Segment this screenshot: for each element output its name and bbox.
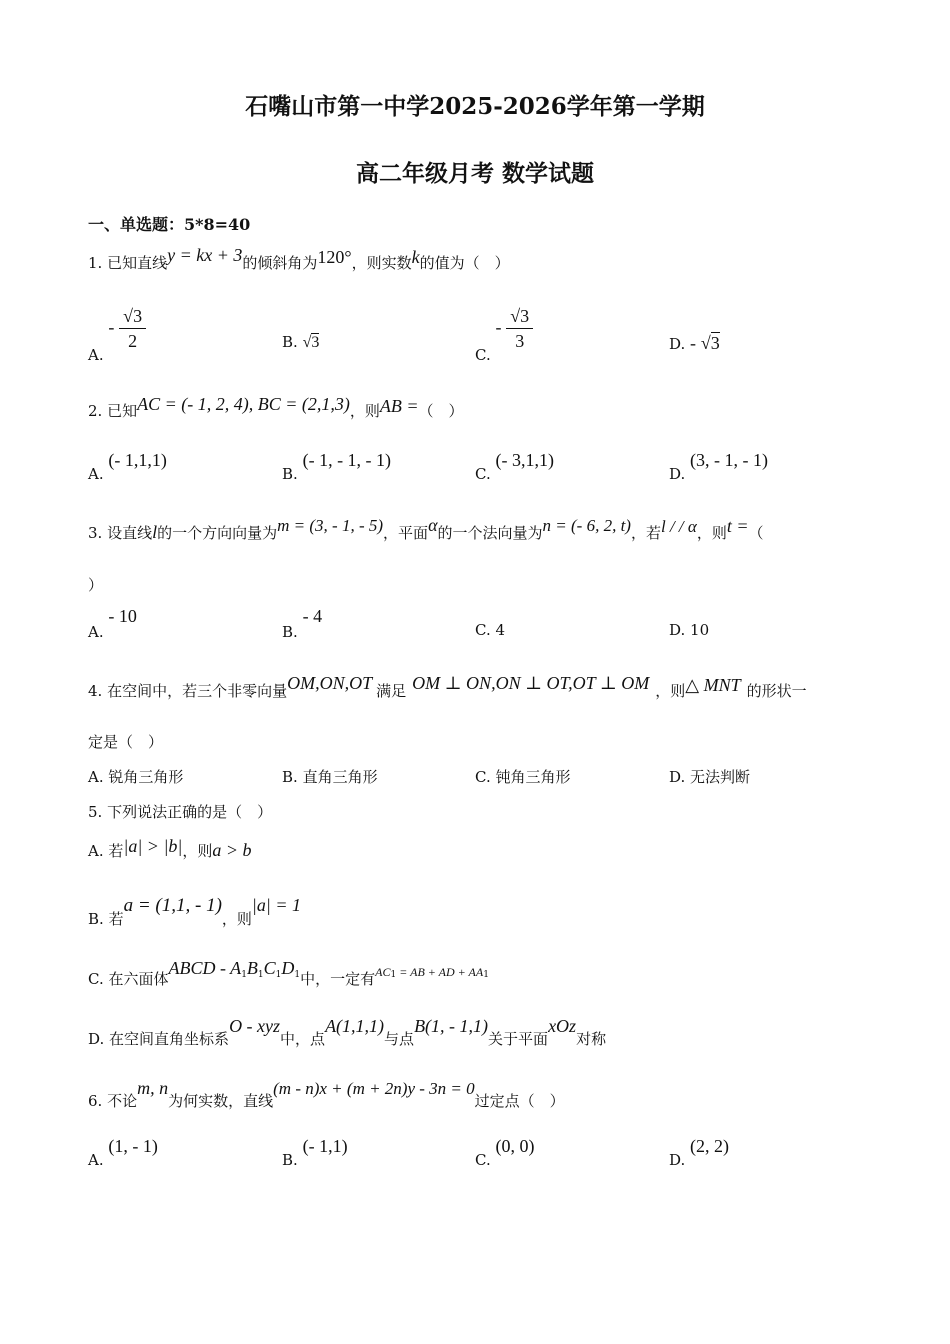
question-text: 的倾斜角为 [242, 254, 318, 272]
option-c[interactable] [475, 450, 554, 483]
option-b[interactable] [282, 450, 392, 483]
option-value: (- 3,1,1) [495, 450, 554, 470]
math-expression: l / / α [660, 517, 697, 536]
option-label: B. [282, 623, 298, 641]
option-a[interactable] [88, 836, 252, 861]
math-expression: C [263, 958, 276, 978]
option-a[interactable] [88, 1136, 158, 1169]
question-text: 的一个法向量为 [437, 524, 543, 542]
option-label: C. [88, 970, 104, 988]
option-label: D. [669, 465, 686, 483]
option-label: B. [282, 333, 298, 351]
denominator: 2 [128, 331, 138, 351]
section-heading: 一、单选题：5*8=40 [88, 215, 251, 234]
question-text: ，则 [349, 402, 380, 420]
question-text: 已知 [107, 402, 138, 420]
option-value: 锐角三角形 [108, 768, 184, 786]
math-expression: D [281, 958, 295, 978]
option-c[interactable] [475, 306, 533, 364]
option-text: ，则 [182, 842, 213, 860]
math-expression: |a| > |b| [123, 836, 183, 856]
option-value: (- 1,1,1) [108, 450, 167, 470]
option-text: 对称 [576, 1030, 607, 1048]
option-b[interactable] [282, 766, 378, 787]
option-b[interactable] [282, 1136, 348, 1169]
subscript: 1 [294, 970, 301, 980]
question-text: 的值为（ ） [419, 254, 510, 272]
question-text: ，平面 [383, 524, 429, 542]
math-expression: xOz [548, 1016, 577, 1036]
option-c[interactable] [475, 766, 571, 787]
exam-title-line2: 高二年级月考 数学试题 [355, 160, 594, 187]
math-expression: l [152, 522, 158, 542]
math-expression: a = (1,1, - 1) [123, 895, 222, 916]
option-text: 中，点 [280, 1030, 326, 1048]
question-text: 满足 [376, 682, 407, 700]
question-text: 已知直线 [107, 254, 168, 272]
question-text: ，则 [696, 524, 727, 542]
question-number: 1. [88, 254, 103, 272]
option-label: C. [475, 621, 491, 639]
minus-sign: - [495, 317, 502, 337]
question-number: 2. [88, 402, 103, 420]
math-expression: OM ⊥ ON,ON ⊥ OT,OT ⊥ OM [412, 673, 650, 693]
math-expression: AC [375, 965, 391, 979]
option-value: - 4 [302, 606, 323, 626]
question-5 [88, 801, 272, 822]
math-expression: y = kx + 3 [167, 245, 243, 265]
option-c[interactable] [88, 958, 489, 988]
option-label: D. [669, 768, 686, 786]
option-value: 钝角三角形 [495, 768, 571, 786]
math-expression: k [411, 247, 420, 267]
math-expression: △ MNT [685, 675, 741, 695]
option-label: A. [88, 623, 104, 641]
math-expression: a > b [212, 840, 252, 860]
option-a[interactable] [88, 606, 137, 641]
option-label: C. [475, 768, 491, 786]
option-label: B. [282, 1151, 298, 1169]
radicand: 3 [133, 306, 143, 326]
option-text: 若 [108, 910, 124, 928]
option-value: 直角三角形 [302, 768, 378, 786]
option-d[interactable] [669, 333, 720, 354]
radicand: 3 [520, 306, 530, 326]
option-text: 关于平面 [488, 1030, 549, 1048]
option-value: 10 [690, 621, 710, 639]
minus-sign: - [108, 317, 115, 337]
question-text: 过定点（ ） [474, 1092, 565, 1110]
math-expression: m, n [137, 1078, 169, 1098]
math-expression: m = (3, - 1, - 5) [277, 516, 384, 535]
question-text: （ ） [418, 402, 464, 420]
option-a[interactable] [88, 450, 167, 483]
option-d[interactable] [88, 1016, 607, 1048]
math-expression: B(1, - 1,1) [414, 1016, 489, 1036]
option-value: (1, - 1) [108, 1136, 158, 1156]
option-c[interactable] [475, 1136, 535, 1169]
question-1 [88, 245, 510, 273]
option-value: (0, 0) [495, 1136, 535, 1156]
option-label: D. [669, 1151, 686, 1169]
option-label: A. [88, 346, 104, 364]
math-expression: AC = (- 1, 2, 4), BC = (2,1,3) [137, 394, 350, 414]
option-label: A. [88, 842, 104, 860]
math-expression: t = [726, 516, 749, 536]
option-d[interactable] [669, 766, 750, 787]
option-b[interactable] [282, 333, 319, 352]
option-label: B. [282, 768, 298, 786]
option-label: C. [475, 465, 491, 483]
option-b[interactable] [282, 606, 323, 641]
fraction: $\frac{√3}{3}$ [506, 306, 533, 352]
math-expression: α [428, 515, 438, 535]
math-expression: (m - n)x + (m + 2n)y - 3n = 0 [273, 1079, 475, 1098]
subscript: 1 [257, 970, 264, 980]
math-expression: |a| = 1 [251, 895, 301, 915]
option-value: 无法判断 [690, 768, 751, 786]
math-expression: 120° [317, 247, 352, 267]
sqrt-expression: √3 [700, 333, 720, 353]
option-label: D. [669, 621, 686, 639]
option-text: 与点 [384, 1030, 415, 1048]
question-2 [88, 394, 464, 421]
option-label: B. [282, 465, 298, 483]
question-3 [88, 515, 764, 543]
question-6 [88, 1078, 565, 1110]
radicand: 3 [311, 334, 320, 351]
option-b[interactable] [88, 895, 301, 928]
question-3-close-paren: ） [88, 576, 104, 594]
option-label: D. [88, 1030, 105, 1048]
math-expression: A(1,1,1) [325, 1016, 385, 1036]
math-expression: O - xyz [229, 1016, 281, 1036]
radicand: 3 [710, 333, 720, 353]
question-number: 3. [88, 524, 103, 542]
option-a[interactable] [88, 766, 183, 787]
subscript: 1 [483, 970, 489, 980]
option-value: (- 1, - 1, - 1) [302, 450, 392, 470]
option-value: (2, 2) [690, 1136, 730, 1156]
question-text: （ [748, 524, 764, 542]
sqrt-expression: √3 [302, 334, 320, 351]
option-value: - 10 [108, 606, 137, 626]
math-expression: AB = [379, 396, 419, 416]
question-text: 为何实数，直线 [168, 1092, 274, 1110]
question-text: 的形状一 [746, 682, 807, 700]
question-text: 在空间中，若三个非零向量 [107, 682, 288, 700]
minus-sign: - [690, 333, 697, 353]
question-text: 的一个方向向量为 [157, 524, 278, 542]
option-value: (- 1,1) [302, 1136, 348, 1156]
fraction: $\frac{√3}{2}$ [119, 306, 146, 352]
option-text: 中，一定有 [300, 970, 376, 988]
denominator: 3 [515, 331, 525, 351]
question-number: 5. [88, 803, 103, 821]
option-text: 若 [108, 842, 124, 860]
exam-title-line1: 石嘴山市第一中学2025-2026学年第一学期 [245, 93, 705, 120]
question-4 [88, 673, 807, 701]
option-label: C. [475, 1151, 491, 1169]
question-text: 下列说法正确的是（ ） [107, 803, 273, 821]
option-d[interactable] [669, 621, 709, 639]
subscript: 1 [275, 970, 282, 980]
option-value: (3, - 1, - 1) [690, 450, 769, 470]
question-text: ，则实数 [351, 254, 412, 272]
option-text: 在空间直角坐标系 [109, 1030, 230, 1048]
option-label: A. [88, 465, 104, 483]
option-label: A. [88, 1151, 104, 1169]
subscript: 1 [241, 970, 247, 980]
option-a[interactable] [88, 306, 146, 364]
option-label: A. [88, 768, 104, 786]
question-number: 6. [88, 1092, 103, 1110]
option-value: 4 [495, 621, 506, 639]
math-expression: = AB + AD + AA [396, 965, 484, 979]
question-text: ，则 [655, 682, 686, 700]
question-text: 设直线 [107, 524, 153, 542]
math-expression: ABCD - A [168, 958, 242, 978]
option-d[interactable] [669, 1136, 730, 1169]
question-text: ，若 [630, 524, 661, 542]
question-text: 不论 [107, 1092, 138, 1110]
math-expression: n = (- 6, 2, t) [542, 516, 631, 535]
subscript: 1 [390, 970, 397, 980]
option-text: ，则 [221, 910, 252, 928]
option-c[interactable] [475, 621, 505, 639]
math-expression: B [246, 958, 258, 978]
option-label: D. [669, 335, 686, 353]
question-4-continued: 定是（ ） [88, 733, 164, 751]
option-label: C. [475, 346, 491, 364]
question-number: 4. [88, 682, 103, 700]
option-label: B. [88, 910, 104, 928]
math-expression: OM,ON,OT [287, 673, 373, 693]
option-d[interactable] [669, 450, 769, 483]
option-text: 在六面体 [108, 970, 169, 988]
